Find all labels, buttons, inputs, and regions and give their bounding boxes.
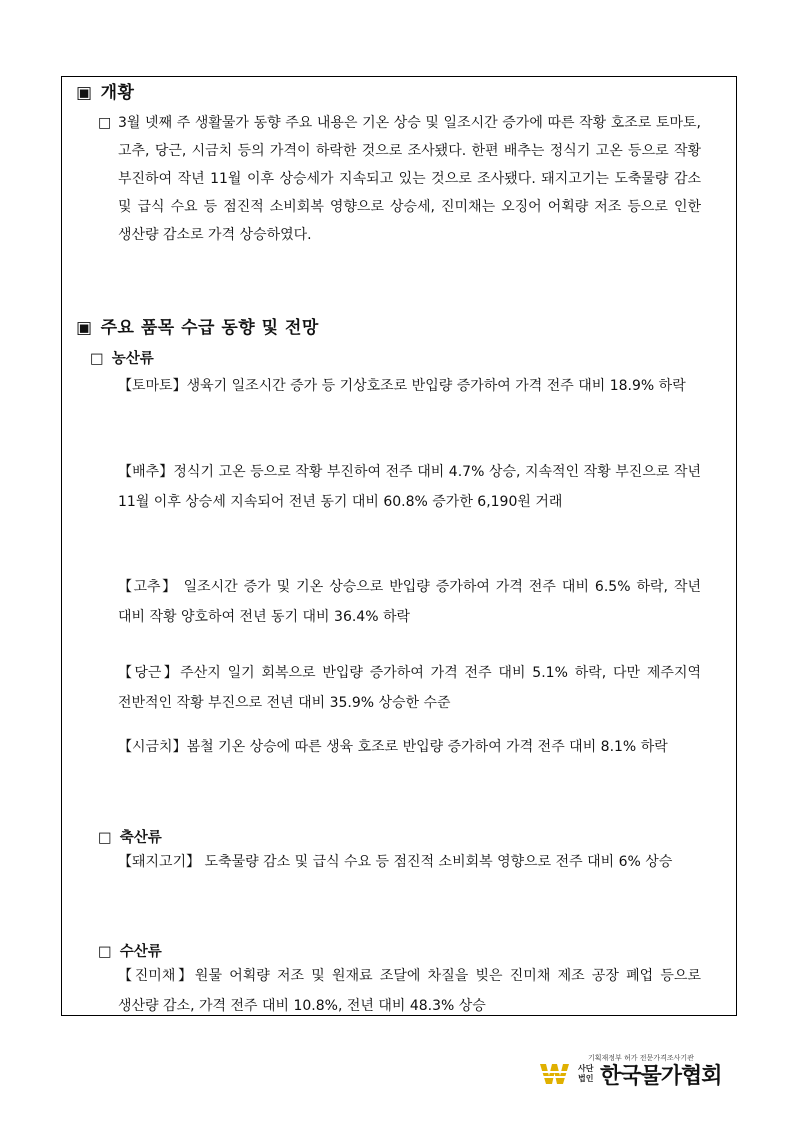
outlook-heading [76, 313, 319, 338]
category-heading-livestock [98, 826, 162, 847]
logo-tagline: 기획재정부 허가 전문가격조사기관 [588, 1054, 694, 1062]
logo-mark-icon [540, 1062, 576, 1086]
item-dried-squid: 【진미채】원물 어획량 저조 및 원재료 조달에 차질을 빚은 진미채 제조 공장 폐업 등으로 생산량 감소, 가격 전주 대비 10.8%, 전년 대비 48.3% 상승 [118, 968, 701, 1014]
category-name: 수산류 [119, 944, 162, 960]
checkbox-bullet-icon: □ [90, 351, 104, 367]
category-name: 농산류 [111, 351, 154, 367]
category-heading-seafood [98, 940, 162, 961]
overview-title: 개황 [100, 83, 135, 103]
checkbox-bullet-icon: □ [98, 115, 112, 131]
category-heading-agriculture [90, 347, 154, 368]
overview-paragraph [98, 109, 701, 249]
item-carrot: 【당근】주산지 일기 회복으로 반입량 증가하여 가격 전주 대비 5.1% 하락, 다만 제주지역 전반적인 작황 부진으로 전년 대비 35.9% 상승한 수준 [118, 665, 701, 711]
item-spinach: 【시금치】봄철 기온 상승에 따른 생육 호조로 반입량 증가하여 가격 전주 대비 8.1% 하락 [118, 739, 668, 755]
category-name: 축산류 [119, 830, 162, 846]
checkbox-bullet-icon: □ [98, 944, 112, 960]
overview-text: 3월 넷째 주 생활물가 동향 주요 내용은 기온 상승 및 일조시간 증가에 따른 작황 호조로 토마토, 고추, 당근, 시금치 등의 가격이 하락한 것으로 조사됐다. 한편 배추는 정식기 고온 등으로 작황 부진하여 작년 11월 이후 상승세가 지속되고 있는 것으로 조사됐다. 돼지고기는 도축물량 감소 및 급식 수요 등 점진적 소비회복 영향으로 상승세, 진미채는 오징어 어획량 저조 등으로 인한 생산량 감소로 가격 상승하였다. [118, 115, 701, 243]
item-pork: 【돼지고기】 도축물량 감소 및 급식 수요 등 점진적 소비회복 영향으로 전주 대비 6% 상승 [118, 854, 673, 870]
overview-heading [76, 78, 134, 103]
section-marker-icon: ▣ [76, 83, 93, 103]
organization-logo [540, 1053, 740, 1091]
logo-organization-name: 한국물가협회 [600, 1064, 722, 1089]
section-marker-icon: ▣ [76, 318, 93, 338]
outlook-title: 주요 품목 수급 동향 및 전망 [100, 318, 319, 338]
item-tomato: 【토마토】생육기 일조시간 증가 등 기상호조로 반입량 증가하여 가격 전주 대비 18.9% 하락 [118, 378, 686, 394]
logo-legal-form: 사단 법인 [578, 1064, 594, 1083]
checkbox-bullet-icon: □ [98, 830, 112, 846]
item-cabbage: 【배추】정식기 고온 등으로 작황 부진하여 전주 대비 4.7% 상승, 지속적인 작황 부진으로 작년 11월 이후 상승세 지속되어 전년 동기 대비 60.8% 증가한 6,190원 거래 [118, 464, 701, 510]
item-pepper: 【고추】 일조시간 증가 및 기온 상승으로 반입량 증가하여 가격 전주 대비 6.5% 하락, 작년 대비 작황 양호하여 전년 동기 대비 36.4% 하락 [118, 579, 701, 625]
